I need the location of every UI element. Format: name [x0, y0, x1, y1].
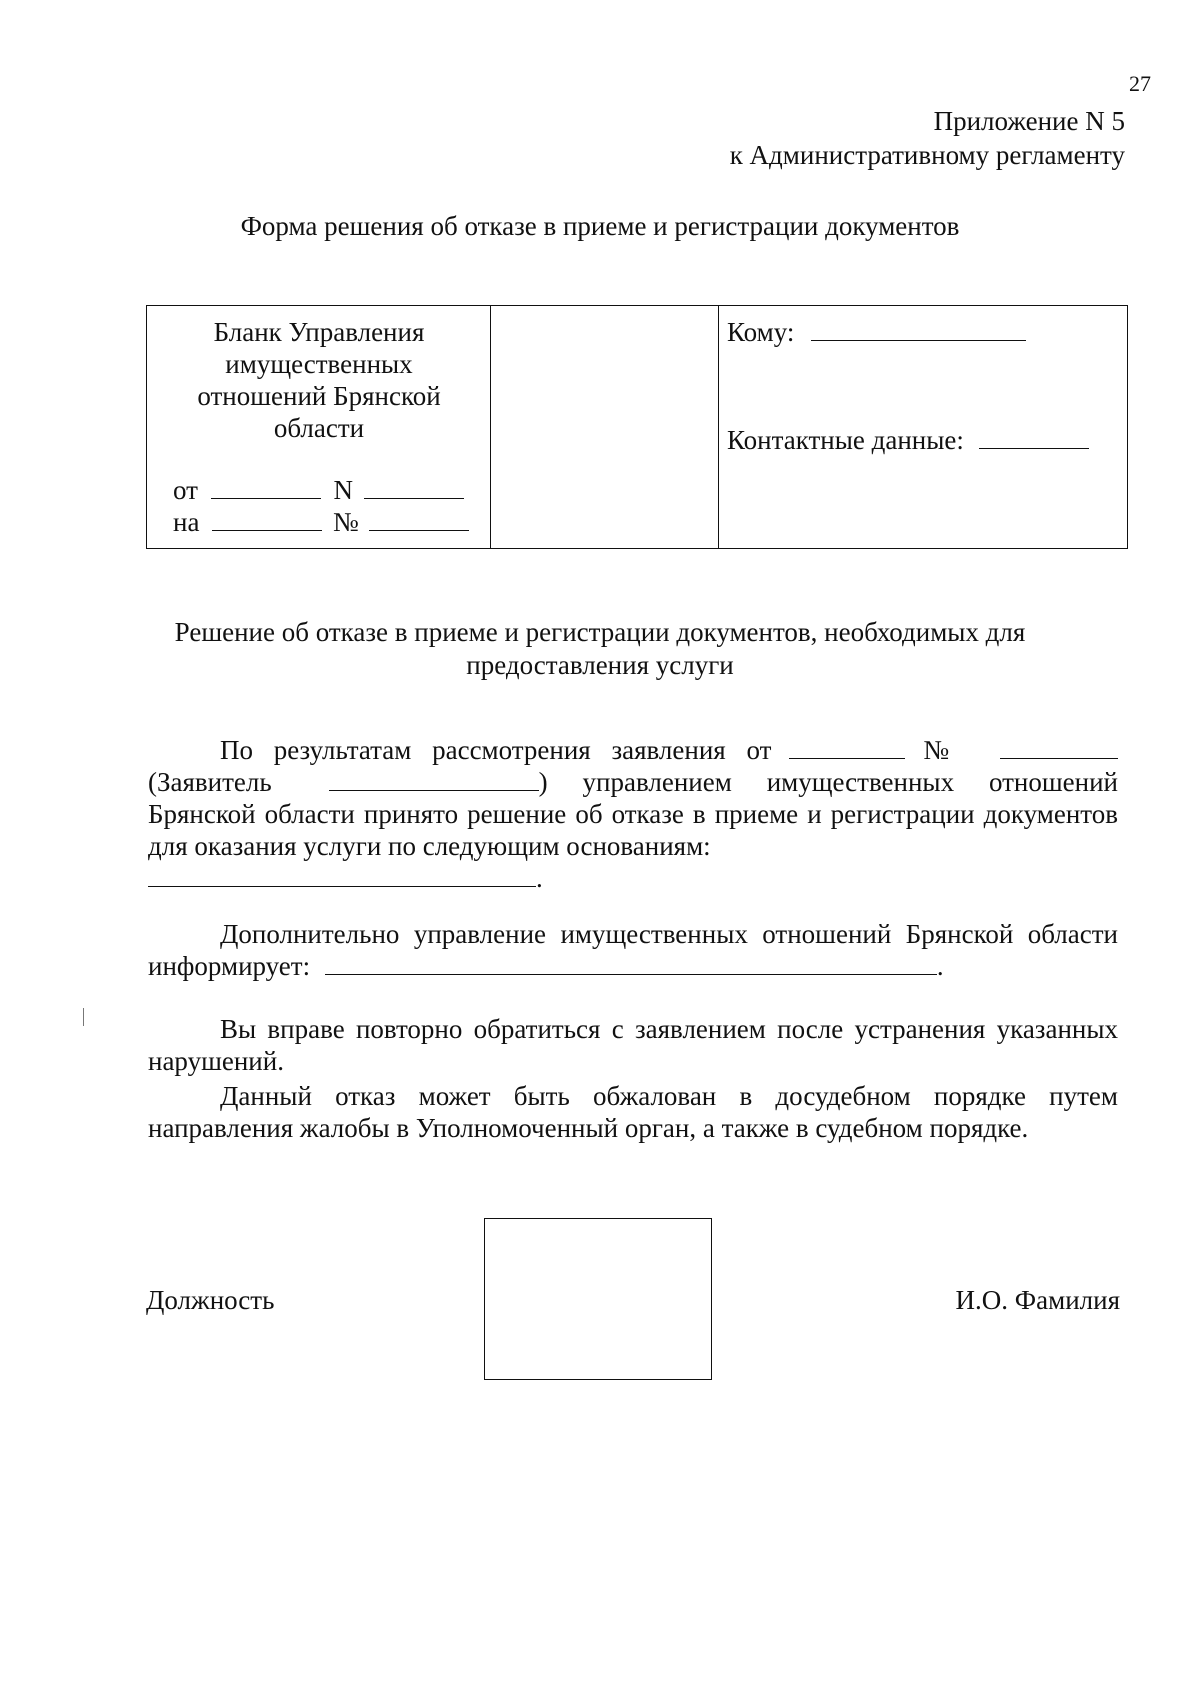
empty-middle-cell — [491, 306, 719, 548]
application-no-sign: № — [923, 735, 950, 765]
appendix-line-1: Приложение N 5 — [933, 106, 1125, 136]
org-blank-label — [147, 316, 491, 444]
name-label: И.О. Фамилия — [955, 1285, 1120, 1315]
contact-blank[interactable] — [979, 424, 1089, 449]
header-table — [146, 305, 1128, 549]
para1-intro: По результатам рассмотрения заявления от — [220, 735, 772, 765]
recipient-line — [727, 316, 1026, 348]
para2-text: Дополнительно управление имущественных отношений Брянской области информирует: — [148, 919, 1118, 981]
para2-end: . — [936, 951, 944, 981]
to-label: Кому: — [727, 317, 795, 347]
grounds-blank[interactable] — [148, 862, 536, 887]
ot-date-blank[interactable] — [211, 474, 321, 499]
org-line: Бланк Управления — [213, 317, 425, 347]
decision-title-line-1: Решение об отказе в приеме и регистрации документов, необходимых для — [174, 617, 1026, 647]
na-date-blank[interactable] — [212, 506, 322, 531]
additional-info-blank[interactable] — [325, 950, 937, 975]
position-label: Должность — [146, 1285, 275, 1315]
appendix-reference — [730, 104, 1125, 172]
application-date-blank[interactable] — [789, 734, 905, 759]
ot-label: от — [173, 475, 198, 505]
org-line: области — [273, 413, 365, 443]
recipient-blank[interactable] — [811, 316, 1026, 341]
appeal-paragraph — [148, 1080, 1118, 1144]
na-number-blank[interactable] — [369, 506, 469, 531]
appendix-line-2: к Административному регламенту — [729, 140, 1125, 170]
applicant-blank[interactable] — [329, 766, 539, 791]
n-number-blank[interactable] — [364, 474, 464, 499]
decision-paragraph — [148, 734, 1118, 894]
para4-text: Данный отказ может быть обжалован в досудебном порядке путем направления жалобы в Уполномоченный орган, а также в судебном порядке. — [148, 1081, 1118, 1143]
outgoing-date-number-line — [173, 474, 464, 506]
para1-body: ) управлением имущественных отношений Брянской области принято решение об отказе в приеме и регистрации документов для оказания услуги по следующим основаниям: — [148, 767, 1119, 861]
contact-label: Контактные данные: — [727, 425, 964, 455]
additional-info-paragraph — [148, 918, 1118, 982]
sender-cell — [147, 306, 491, 548]
no-label: № — [332, 507, 359, 537]
na-label: на — [173, 507, 200, 537]
decision-title — [0, 616, 1200, 682]
para1-end: . — [536, 863, 543, 893]
contact-line — [727, 424, 1089, 456]
page-number: 27 — [1129, 71, 1151, 96]
application-number-blank[interactable] — [1000, 734, 1118, 759]
n-label: N — [333, 475, 353, 505]
para3-text: Вы вправе повторно обратиться с заявлением после устранения указанных нарушений. — [148, 1014, 1118, 1076]
applicant-label: (Заявитель — [148, 767, 272, 797]
reapply-paragraph — [148, 1013, 1118, 1077]
signature-stamp-box — [484, 1218, 712, 1380]
decision-title-line-2: предоставления услуги — [466, 650, 734, 680]
reply-to-line — [173, 506, 469, 538]
form-title: Форма решения об отказе в приеме и регистрации документов — [240, 211, 960, 241]
org-line: имущественных — [225, 349, 413, 379]
margin-mark — [83, 1008, 84, 1026]
org-line: отношений Брянской — [197, 381, 441, 411]
recipient-cell — [719, 306, 1127, 548]
